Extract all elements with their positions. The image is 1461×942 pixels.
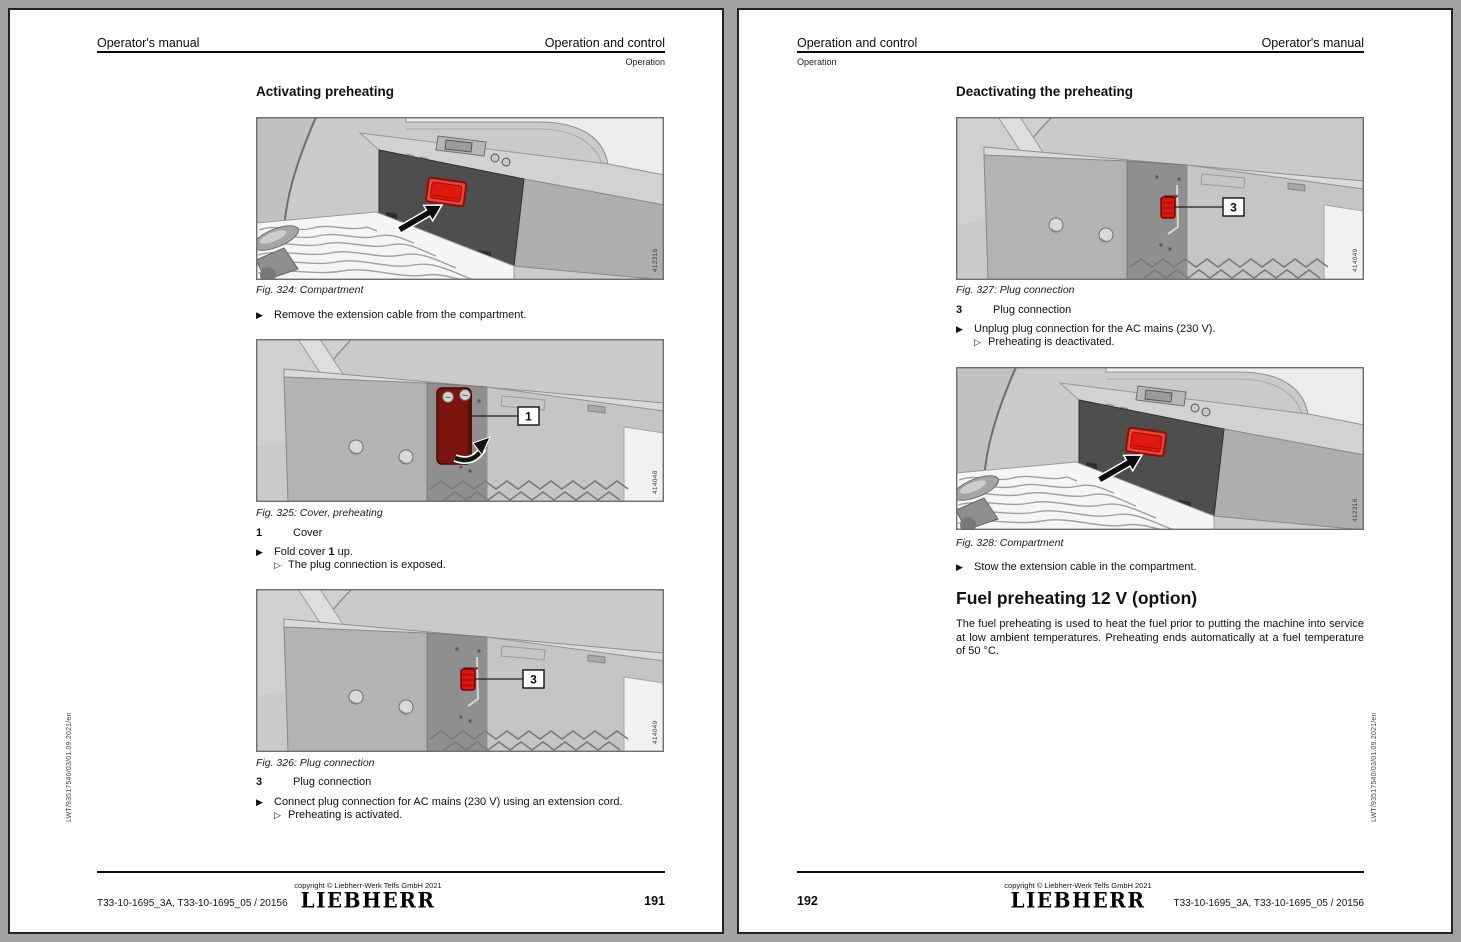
- copyright-line: copyright © Liebherr-Werk Telfs GmbH 2021: [1004, 881, 1152, 890]
- section-heading: Activating preheating: [256, 84, 395, 99]
- figure-324-illustration: [256, 117, 664, 280]
- figure-327-caption: Fig. 327: Plug connection: [956, 284, 1075, 296]
- step-bullet-icon: ▶: [256, 310, 263, 320]
- figure-326-illustration: [256, 589, 664, 752]
- liebherr-logo: LIEBHERR: [300, 887, 436, 913]
- step-text: Connect plug connection for AC mains (230 V) using an extension cord.: [274, 796, 623, 808]
- footer-rule: [797, 871, 1364, 873]
- step-fold-cover: [256, 546, 353, 558]
- figure-324-caption: Fig. 324: Compartment: [256, 284, 364, 296]
- legend-number: 3: [956, 304, 963, 316]
- step-bullet-icon: ▶: [256, 547, 263, 557]
- header-subsection: Operation: [625, 57, 665, 67]
- result-text: The plug connection is exposed.: [288, 559, 446, 571]
- result-bullet-icon: ▷: [274, 560, 281, 570]
- section-heading: Deactivating the preheating: [956, 84, 1134, 99]
- result-preheating-activated: [274, 809, 402, 821]
- legend-number: 1: [256, 527, 263, 539]
- page-191: [8, 8, 724, 934]
- step-text: Unplug plug connection for the AC mains (230 V).: [974, 323, 1216, 335]
- figure-326-caption: Fig. 326: Plug connection: [256, 757, 375, 769]
- step-text: Stow the extension cable in the compartment.: [974, 561, 1197, 573]
- figure-328: [956, 367, 1364, 530]
- fuel-preheating-heading: Fuel preheating 12 V (option): [956, 588, 1198, 608]
- figure-326-image-id: 414049: [652, 720, 659, 744]
- step-unplug: [956, 323, 1216, 335]
- legend-number: 3: [256, 776, 263, 788]
- result-text: Preheating is deactivated.: [988, 336, 1115, 348]
- running-header-right: Operator's manual: [1261, 36, 1364, 50]
- legend-plug-connection: [256, 776, 371, 788]
- callout-3-label: 3: [530, 672, 537, 687]
- running-header-left: Operator's manual: [97, 36, 200, 50]
- legend-label: Cover: [293, 527, 323, 539]
- figure-328-image-id: 412316: [1352, 498, 1359, 522]
- header-rule: [97, 51, 665, 53]
- callout-1-label: 1: [525, 409, 532, 424]
- step-bullet-icon: ▶: [256, 797, 263, 807]
- running-header-left: Operation and control: [797, 36, 918, 50]
- step-text: Fold cover 1 up.: [274, 546, 353, 558]
- result-preheating-deactivated: [974, 336, 1115, 348]
- header-rule: [797, 51, 1364, 53]
- callout-3-label: 3: [1230, 200, 1237, 215]
- figure-325: [256, 339, 664, 502]
- legend-cover: [256, 527, 322, 539]
- liebherr-logo: LIEBHERR: [1010, 887, 1146, 913]
- page-number: 191: [644, 894, 665, 908]
- figure-327-image-id: 414049: [1352, 248, 1359, 272]
- figure-324: [256, 117, 664, 280]
- figure-325-caption: Fig. 325: Cover, preheating: [256, 507, 383, 519]
- figure-325-image-id: 414048: [652, 470, 659, 494]
- figure-325-illustration: [256, 339, 664, 502]
- edge-print-code: LWT/93517540/03/01.09.2021/en: [1371, 712, 1378, 822]
- step-bullet-icon: ▶: [956, 562, 963, 572]
- page-number: 192: [797, 894, 818, 908]
- result-plug-exposed: [274, 559, 446, 571]
- fuel-preheating-body: The fuel preheating is used to heat the fuel prior to putting the machine into service at low ambient temperatures. Preheating ends automatically at a fuel temperature of 50 °C.: [956, 618, 1364, 657]
- figure-328-illustration: [956, 367, 1364, 530]
- result-bullet-icon: ▷: [274, 810, 281, 820]
- step-connect-plug: [256, 796, 623, 808]
- step-stow-cable: [956, 561, 1197, 573]
- footer-rule: [97, 871, 665, 873]
- legend-label: Plug connection: [993, 304, 1072, 316]
- figure-324-image-id: 412316: [652, 248, 659, 272]
- edge-print-code: LWT/93517540/03/01.09.2021/en: [66, 712, 73, 822]
- figure-328-caption: Fig. 328: Compartment: [956, 537, 1064, 549]
- running-header-right: Operation and control: [544, 36, 665, 50]
- legend-label: Plug connection: [293, 776, 372, 788]
- document-code: T33-10-1695_3A, T33-10-1695_05 / 20156: [1173, 898, 1364, 909]
- step-text: Remove the extension cable from the compartment.: [274, 309, 527, 321]
- header-subsection: Operation: [797, 57, 837, 67]
- copyright-line: copyright © Liebherr-Werk Telfs GmbH 2021: [294, 881, 442, 890]
- document-code: T33-10-1695_3A, T33-10-1695_05 / 20156: [97, 898, 288, 909]
- page-192: [737, 8, 1453, 934]
- step-remove-cable: [256, 309, 527, 321]
- step-bullet-icon: ▶: [956, 324, 963, 334]
- figure-327-illustration: [956, 117, 1364, 280]
- figure-327: [956, 117, 1364, 280]
- result-text: Preheating is activated.: [288, 809, 403, 821]
- figure-326: [256, 589, 664, 752]
- legend-plug-connection: [956, 304, 1071, 316]
- result-bullet-icon: ▷: [974, 337, 981, 347]
